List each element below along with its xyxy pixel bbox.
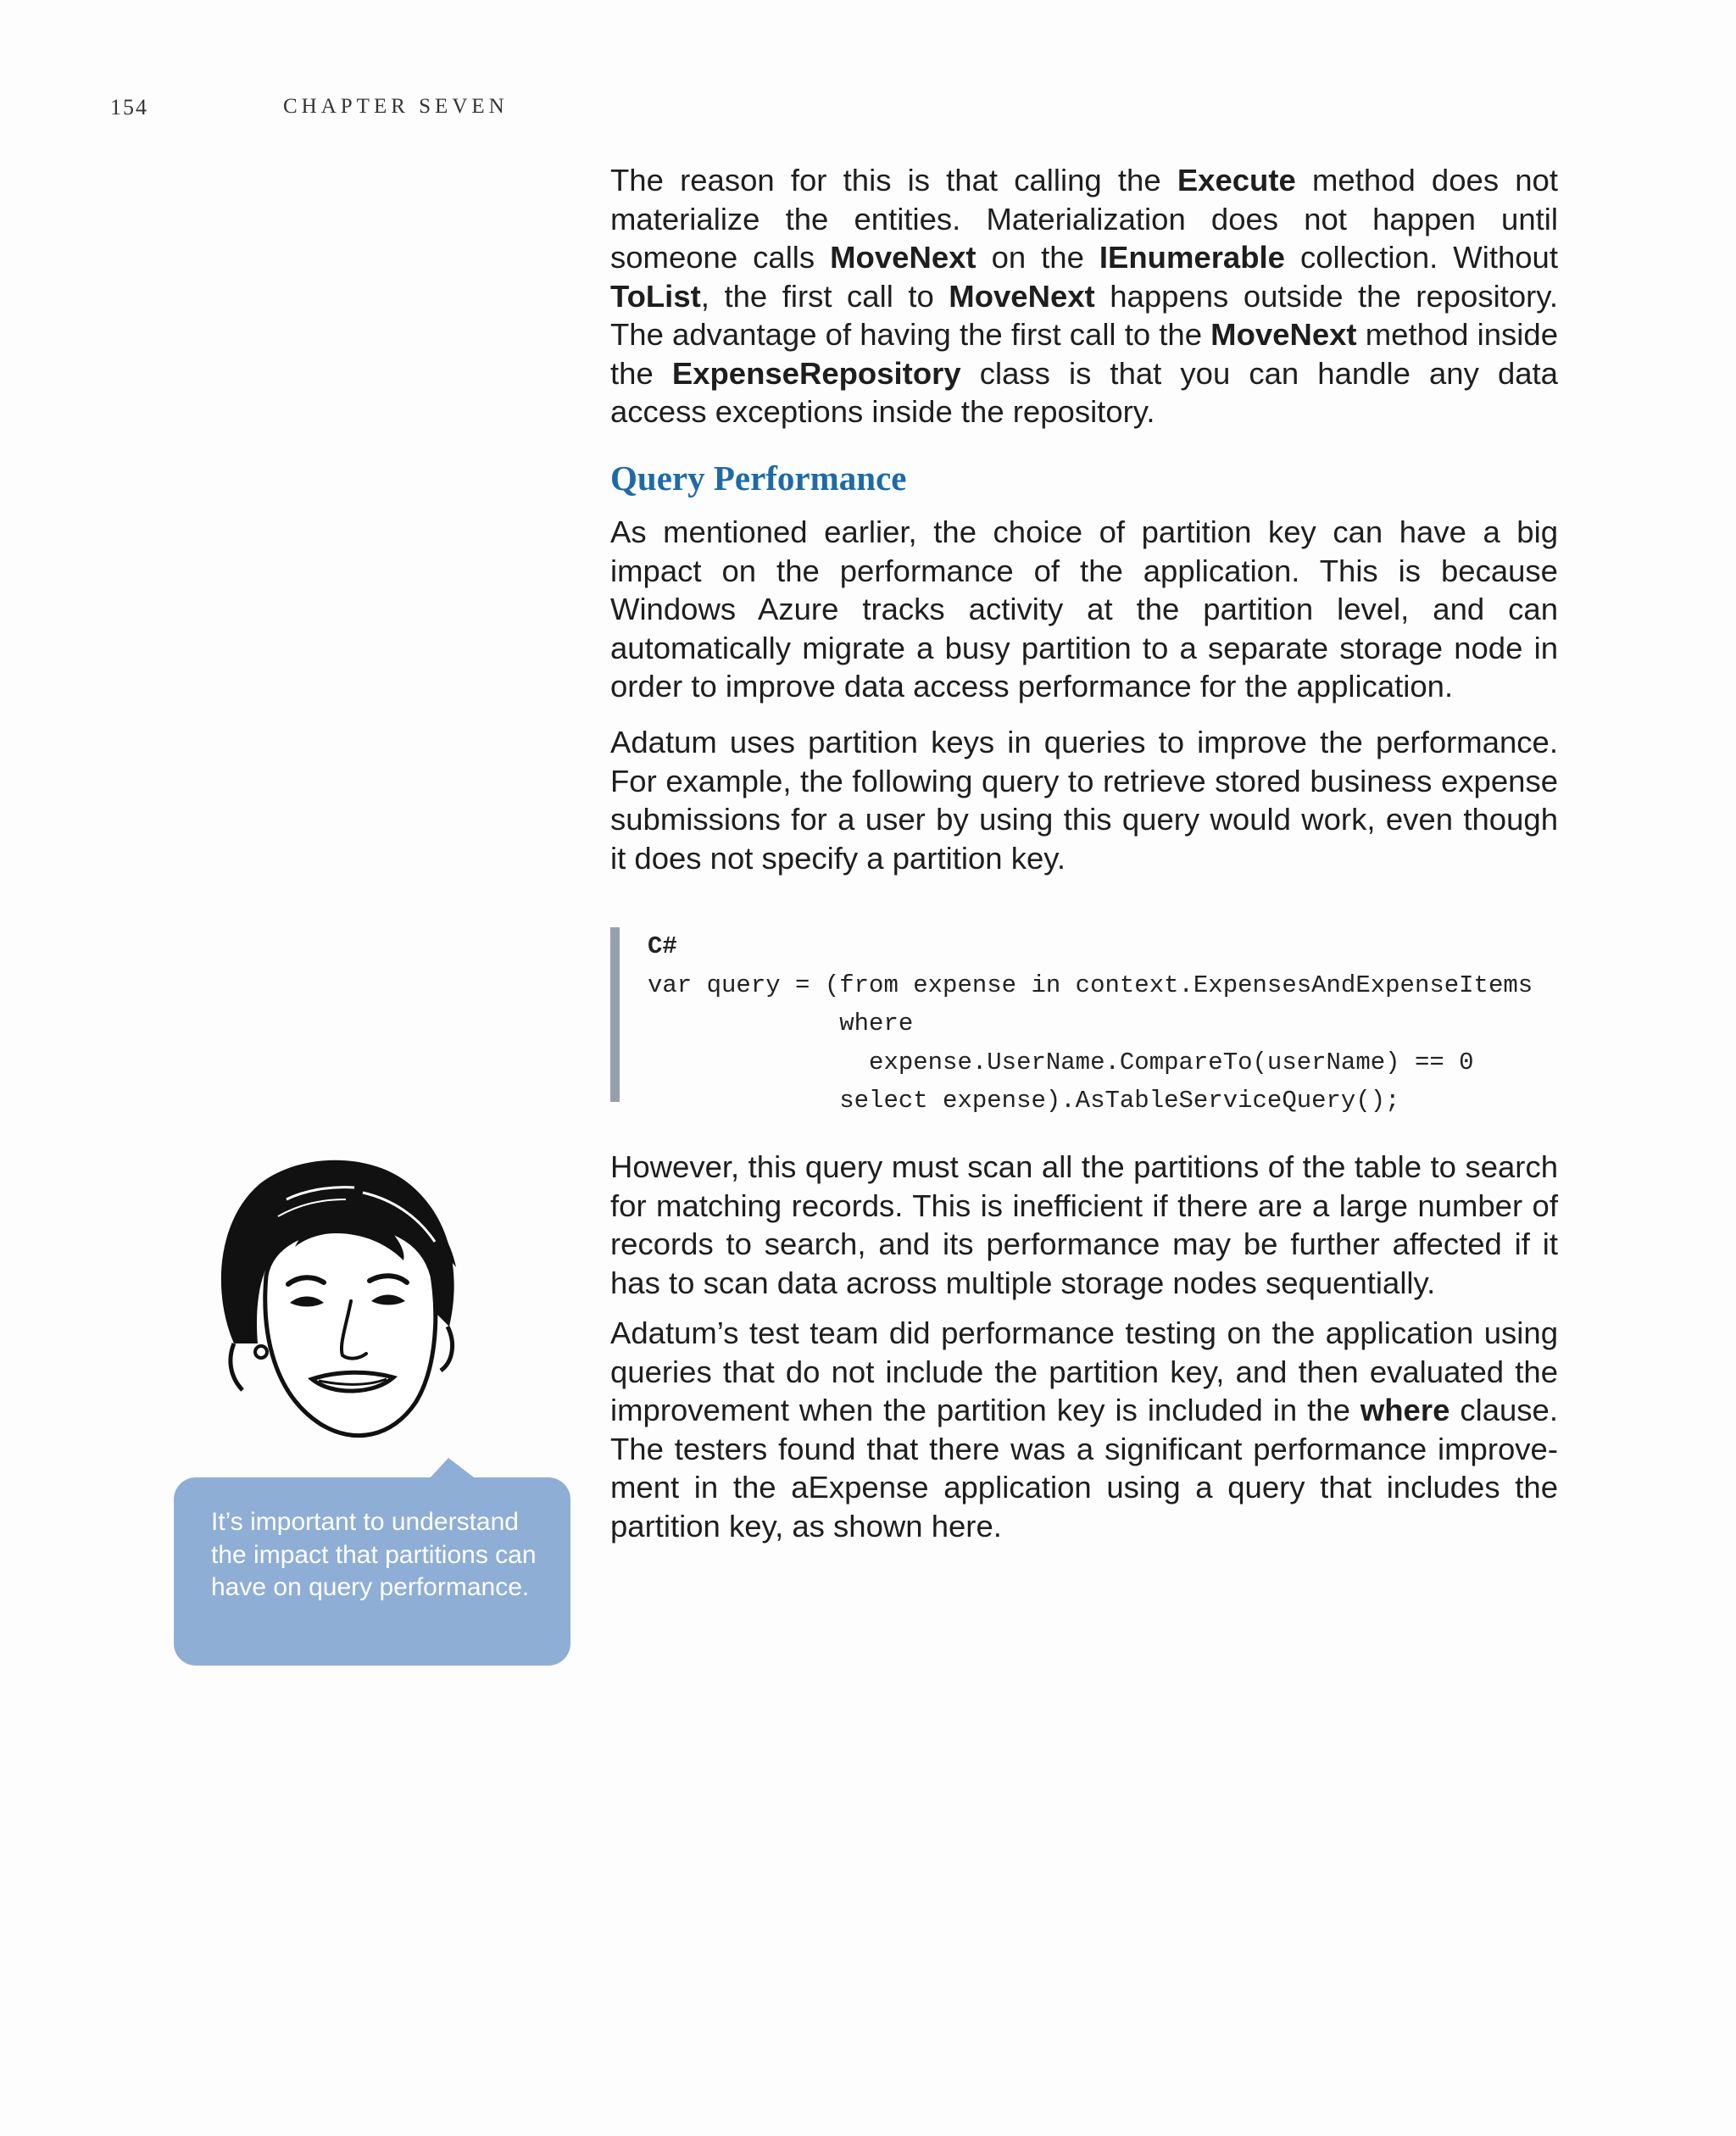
page-number: 154: [110, 95, 148, 120]
bold-term: ToList: [610, 278, 701, 314]
code-line: var query = (from expense in context.ExpensesAndExpenseItems: [648, 971, 1533, 999]
paragraph-test-team: [610, 1314, 1558, 1545]
code-line: select expense).AsTableServiceQuery();: [648, 1087, 1400, 1115]
paragraph-partition-key-impact: [610, 513, 1558, 706]
paragraph-text: Adatum uses partition keys in queries to improve the performance. For example, the following query to retrieve stored business expense submissions for a user by using this query would work, even though it does not specify a partition key.: [610, 725, 1558, 876]
text-run: class is that you can handle any data access exceptions inside the repository.: [610, 355, 1558, 429]
text-run: method inside the: [610, 317, 1558, 391]
code-line: expense.UserName.CompareTo(userName) == 0: [648, 1048, 1474, 1076]
portrait-illustration: [193, 1149, 481, 1454]
text-run: on the: [976, 240, 1099, 275]
paragraph-text: As mentioned earlier, the choice of partition key can have a big impact on the performance of the application. This is because Windows Azure tracks activity at the partition level, and can automatically migrate a busy partition to a separate storage node in order to improve data access performance for the application.: [610, 515, 1558, 704]
code-line: where: [648, 1010, 914, 1037]
text-run: happens outside the repository. The advantage of having the first call to the: [610, 278, 1558, 352]
text-run: The reason for this is that calling the: [610, 163, 1177, 197]
paragraph-text: However, this query must scan all the partitions of the table to search for matching records. This is inefficient if there are a large number of records to search, and its performance may be further affected if it has to scan data across multiple storage nodes sequentially.: [610, 1149, 1558, 1300]
bold-term: Execute: [1177, 163, 1296, 197]
code-block-bar: [610, 927, 620, 1102]
bold-term: where: [1360, 1393, 1450, 1427]
text-run: collection. Without: [1284, 240, 1558, 275]
bold-term: MoveNext: [1210, 317, 1357, 352]
callout-text: It’s important to understand the impact that partitions can have on query performance.: [211, 1508, 537, 1601]
code-block: [610, 927, 1558, 1115]
bold-term: ExpenseRepository: [671, 355, 961, 391]
callout-bubble: [174, 1477, 570, 1666]
section-heading: Query Performance: [610, 459, 907, 498]
text-run: method does not materialize the entities. Materialization does not happen until someone calls: [610, 163, 1558, 275]
text-run: Adatum’s test team did performance testing on the application using queries that do not include the partition key, and then evaluated the improvement when the partition key is included in the: [610, 1316, 1558, 1427]
paragraph-execute-method: [610, 161, 1558, 431]
paragraph-scan-all-partitions: [610, 1148, 1558, 1302]
code-language-label: C#: [648, 932, 677, 960]
bold-term: MoveNext: [830, 240, 976, 275]
code-lines: [648, 927, 1533, 1121]
text-run: clause. The testers found that there was a significant performance improvement in the aExpense application using a query that includes the partition key, as shown here.: [610, 1393, 1558, 1544]
earring: [255, 1346, 267, 1358]
paragraph-adatum-queries: [610, 723, 1558, 877]
bold-term: MoveNext: [949, 278, 1095, 314]
bold-term: IEnumerable: [1099, 240, 1285, 275]
text-run: , the first call to: [700, 278, 949, 314]
running-head: CHAPTER SEVEN: [283, 95, 509, 118]
face-shape: [265, 1226, 436, 1435]
